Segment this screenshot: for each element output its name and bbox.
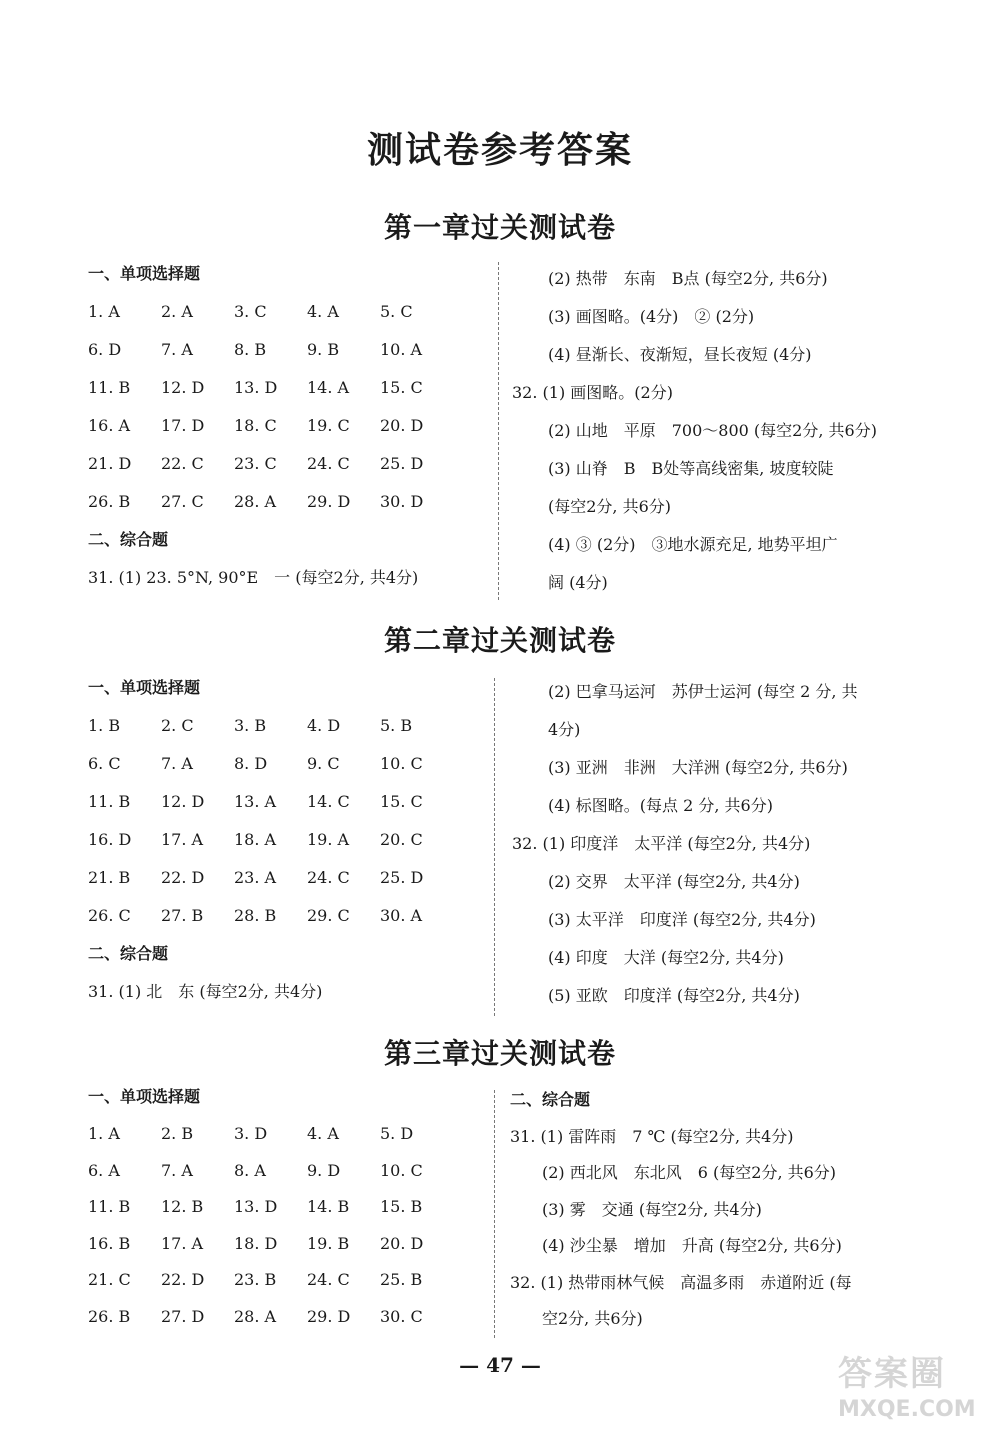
- answer-item: 10. C: [380, 1160, 423, 1180]
- answer-row: [88, 707, 453, 745]
- answer-item: 12. B: [161, 1197, 204, 1216]
- answer-item: 25. B: [380, 1270, 423, 1289]
- chapter-1-right-column: [512, 260, 877, 602]
- answer-item: 5. D: [380, 1124, 414, 1143]
- answer-row: [88, 1262, 453, 1299]
- answer-line: 4分): [548, 720, 581, 739]
- answer-row: [88, 1153, 453, 1190]
- chapter-2-title: 第二章过关测试卷: [383, 624, 616, 657]
- answer-item: 14. B: [307, 1197, 350, 1216]
- answer-item: 6. C: [88, 754, 121, 773]
- answer-line: 31. (1) 23. 5°N, 90°E 一 (每空2分, 共4分): [88, 568, 419, 587]
- answer-item: 24. C: [307, 1270, 350, 1289]
- answer-row: [88, 407, 453, 445]
- answer-line: (3) 画图略。(4分) ② (2分): [548, 307, 755, 326]
- answer-item: 13. A: [234, 792, 277, 811]
- answer-item: 27. C: [161, 492, 204, 511]
- section-comprehensive-label: 二、综合题: [510, 1090, 591, 1109]
- answer-item: 9. B: [307, 340, 340, 359]
- answer-line: (每空2分, 共6分): [548, 497, 672, 516]
- answer-item: 21. D: [88, 454, 132, 473]
- answer-row: [88, 821, 453, 859]
- answer-row: [88, 369, 453, 407]
- answer-row: [88, 859, 453, 897]
- answer-line: 31. (1) 北 东 (每空2分, 共4分): [88, 982, 323, 1001]
- answer-item: 29. C: [307, 906, 350, 925]
- answer-item: 21. C: [88, 1270, 131, 1289]
- watermark-url: MXQE.COM: [838, 1397, 976, 1422]
- answer-item: 11. B: [88, 378, 131, 397]
- answer-item: 27. B: [161, 906, 204, 925]
- answer-item: 1. A: [88, 302, 120, 321]
- chapter-3-right-column: [510, 1082, 852, 1338]
- page-number: — 47 —: [459, 1353, 541, 1377]
- answer-row: [88, 293, 453, 331]
- answer-item: 30. D: [380, 492, 424, 511]
- answer-line: (4) 标图略。(每点 2 分, 共6分): [548, 796, 773, 815]
- answer-item: 28. B: [234, 906, 277, 925]
- answer-item: 26. B: [88, 1306, 131, 1326]
- answer-line: (3) 雾 交通 (每空2分, 共4分): [542, 1199, 762, 1219]
- chapter-1-title: 第一章过关测试卷: [383, 211, 616, 244]
- answer-item: 1. A: [88, 1124, 120, 1143]
- answer-item: 30. C: [380, 1306, 423, 1326]
- chapter-1-left-column: [88, 255, 453, 597]
- answer-item: 7. A: [161, 340, 193, 359]
- answer-item: 29. D: [307, 1306, 351, 1326]
- answer-row: [88, 331, 453, 369]
- answer-item: 11. B: [88, 792, 131, 811]
- chapter-2-left-column: [88, 669, 453, 1011]
- answer-line: 32. (1) 印度洋 太平洋 (每空2分, 共4分): [512, 834, 811, 853]
- answer-item: 21. B: [88, 868, 131, 887]
- answer-item: 27. D: [161, 1306, 205, 1326]
- answer-item: 20. C: [380, 830, 423, 849]
- answer-item: 15. B: [380, 1197, 423, 1216]
- watermark-logo: [838, 1352, 988, 1432]
- answer-item: 15. C: [380, 792, 423, 811]
- answer-item: 19. B: [307, 1233, 350, 1253]
- answer-item: 9. D: [307, 1160, 341, 1180]
- section-multiple-choice-label: 一、单项选择题: [88, 1087, 201, 1106]
- answer-line: (4) 沙尘暴 增加 升高 (每空2分, 共6分): [542, 1236, 842, 1255]
- answer-line: (2) 热带 东南 B点 (每空2分, 共6分): [548, 269, 828, 288]
- section-comprehensive-label: 二、综合题: [88, 530, 169, 549]
- answer-item: 6. A: [88, 1160, 120, 1180]
- section-multiple-choice-label: 一、单项选择题: [88, 678, 201, 697]
- answer-line: (5) 亚欧 印度洋 (每空2分, 共4分): [548, 986, 800, 1005]
- answer-item: 8. D: [234, 754, 268, 773]
- answer-item: 3. D: [234, 1124, 268, 1143]
- answer-item: 23. C: [234, 454, 277, 473]
- chapter-3-left-column: [88, 1078, 453, 1335]
- answer-row: [88, 783, 453, 821]
- answer-item: 19. A: [307, 830, 350, 849]
- answer-line: 阔 (4分): [548, 573, 608, 592]
- answer-line: (3) 山脊 B B处等高线密集, 坡度较陡: [548, 459, 834, 478]
- answer-item: 22. D: [161, 868, 205, 887]
- answer-item: 8. B: [234, 340, 267, 359]
- answer-line: (4) 昼渐长、夜渐短，昼长夜短 (4分): [548, 345, 812, 364]
- answer-row: [88, 1299, 453, 1336]
- column-divider: [498, 262, 499, 600]
- answer-item: 17. A: [161, 830, 204, 849]
- answer-item: 2. B: [161, 1124, 194, 1143]
- answer-line: (3) 太平洋 印度洋 (每空2分, 共4分): [548, 910, 816, 929]
- answer-item: 19. C: [307, 416, 350, 435]
- answer-item: 16. A: [88, 416, 131, 435]
- answer-item: 24. C: [307, 454, 350, 473]
- page-title: 测试卷参考答案: [366, 129, 633, 171]
- answer-item: 13. D: [234, 1197, 278, 1216]
- answer-line: (2) 西北风 东北风 6 (每空2分, 共6分): [542, 1163, 837, 1182]
- answer-item: 25. D: [380, 454, 424, 473]
- answer-item: 5. B: [380, 716, 413, 735]
- answer-item: 11. B: [88, 1197, 131, 1216]
- answer-row: [88, 483, 453, 521]
- answer-line: (2) 山地 平原 700～800 (每空2分, 共6分): [548, 421, 877, 440]
- answer-line: 空2分, 共6分): [542, 1309, 643, 1328]
- answer-item: 29. D: [307, 492, 351, 511]
- answer-item: 4. D: [307, 716, 341, 735]
- answer-item: 23. B: [234, 1270, 277, 1289]
- answer-item: 5. C: [380, 302, 413, 321]
- chapter-3-title: 第三章过关测试卷: [383, 1037, 616, 1070]
- answer-row: [88, 1189, 453, 1226]
- answer-item: 6. D: [88, 340, 122, 359]
- answer-item: 1. B: [88, 716, 121, 735]
- answer-item: 16. B: [88, 1233, 131, 1253]
- answer-item: 28. A: [234, 1306, 277, 1326]
- answer-row: [88, 745, 453, 783]
- answer-item: 16. D: [88, 830, 132, 849]
- answer-item: 22. D: [161, 1270, 205, 1289]
- answer-item: 12. D: [161, 378, 205, 397]
- answer-item: 20. D: [380, 1233, 424, 1253]
- answer-line: (2) 巴拿马运河 苏伊士运河 (每空 2 分, 共: [548, 682, 858, 701]
- answer-line: (4) ③ (2分) ③地水源充足, 地势平坦广: [548, 535, 838, 554]
- answer-item: 13. D: [234, 378, 278, 397]
- column-divider: [494, 678, 495, 1016]
- answer-line: (4) 印度 大洋 (每空2分, 共4分): [548, 948, 784, 967]
- answer-item: 14. A: [307, 378, 350, 397]
- answer-item: 24. C: [307, 868, 350, 887]
- section-comprehensive-label: 二、综合题: [88, 944, 169, 963]
- chapter-2-right-column: [512, 673, 858, 1015]
- answer-item: 26. C: [88, 906, 131, 925]
- answer-item: 17. D: [161, 416, 205, 435]
- answer-line: 32. (1) 画图略。(2分): [512, 383, 673, 402]
- answer-item: 7. A: [161, 754, 193, 773]
- answer-item: 15. C: [380, 378, 423, 397]
- answer-item: 20. D: [380, 416, 424, 435]
- answer-item: 30. A: [380, 906, 423, 925]
- answer-item: 4. A: [307, 302, 339, 321]
- answer-item: 23. A: [234, 868, 277, 887]
- column-divider: [494, 1090, 495, 1338]
- answer-row: [88, 1226, 453, 1263]
- answer-row: [88, 897, 453, 935]
- answer-item: 7. A: [161, 1160, 193, 1180]
- answer-row: [88, 445, 453, 483]
- answer-item: 3. C: [234, 302, 267, 321]
- answer-row: [88, 1116, 453, 1153]
- answer-item: 14. C: [307, 792, 350, 811]
- answer-item: 9. C: [307, 754, 340, 773]
- answer-item: 18. C: [234, 416, 277, 435]
- answer-item: 8. A: [234, 1160, 266, 1180]
- answer-item: 26. B: [88, 492, 131, 511]
- answer-item: 10. A: [380, 340, 423, 359]
- answer-item: 2. C: [161, 716, 194, 735]
- answer-item: 10. C: [380, 754, 423, 773]
- answer-line: 32. (1) 热带雨林气候 高温多雨 赤道附近 (每: [510, 1272, 852, 1292]
- answer-item: 18. A: [234, 830, 277, 849]
- answer-item: 2. A: [161, 302, 193, 321]
- answer-item: 17. A: [161, 1233, 204, 1253]
- section-multiple-choice-label: 一、单项选择题: [88, 264, 201, 283]
- answer-item: 3. B: [234, 716, 267, 735]
- watermark-text: 答案圈: [838, 1354, 946, 1394]
- answer-item: 22. C: [161, 454, 204, 473]
- answer-item: 4. A: [307, 1124, 339, 1143]
- answer-line: (2) 交界 太平洋 (每空2分, 共4分): [548, 872, 800, 891]
- answer-item: 25. D: [380, 868, 424, 887]
- answer-item: 18. D: [234, 1233, 278, 1253]
- answer-line: (3) 亚洲 非洲 大洋洲 (每空2分, 共6分): [548, 758, 848, 777]
- answer-item: 28. A: [234, 492, 277, 511]
- answer-line: 31. (1) 雷阵雨 7 ℃ (每空2分, 共4分): [510, 1126, 794, 1146]
- answer-item: 12. D: [161, 792, 205, 811]
